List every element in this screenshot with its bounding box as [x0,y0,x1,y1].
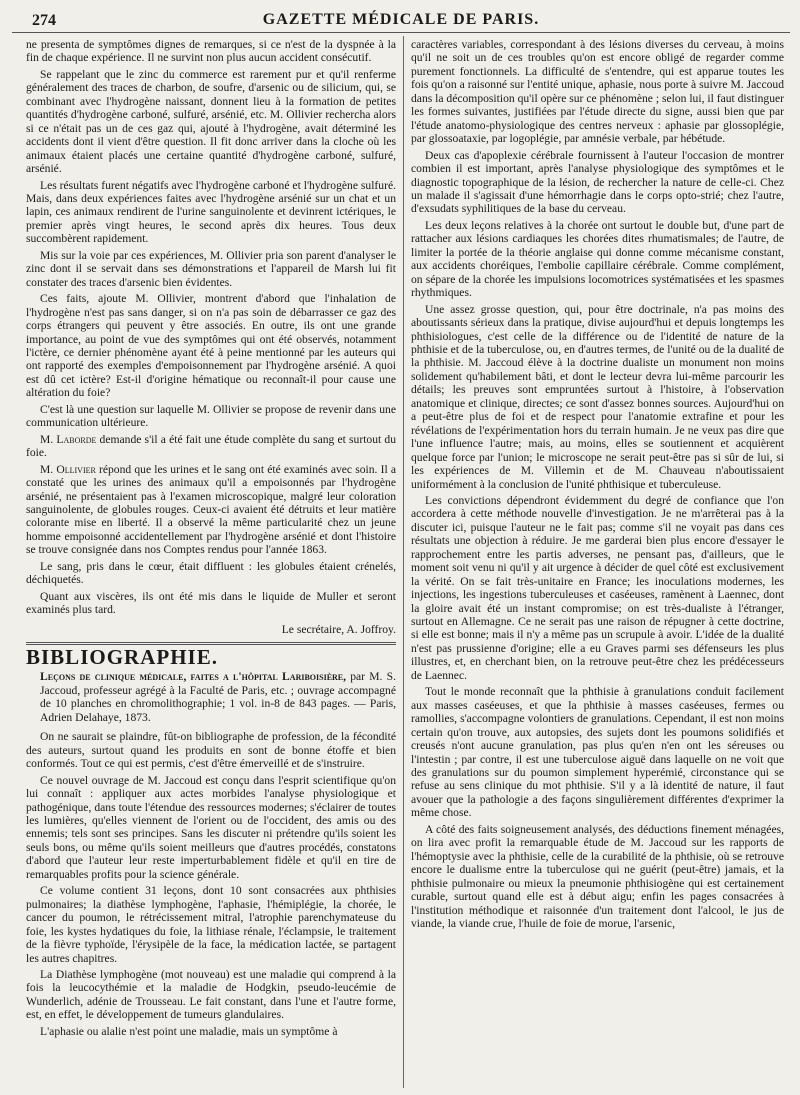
speaker-name: M. Laborde [40,432,97,446]
paragraph-text: demande s'il a été fait une étude complète du sang et surtout du foie. [26,432,396,460]
newspaper-page [12,8,790,1088]
page-number: 274 [32,12,56,29]
left-column [26,38,396,1041]
paragraph: Se rappelant que le zinc du commerce est rarement pur et qu'il renferme généralement des traces de charbon, de soufre, d'arsenic ou de silicium, qui, se combinant avec l'hydrogène naissant, donnent lieu à la formation de petites quantités d'hydrogène carboné, sulfuré, arsénié, etc. M. Ollivier rechercha alors si ce n'était pas un de ces gaz qui, ajouté à l'hydrogène, avait déterminé les accidents dont il vient d'être question. Il fit donc arriver dans la cloche où les animaux étaient placés une certaine quantité d'hydrogène carboné, sulfuré, arsénié. [26,67,396,176]
paragraph [26,433,396,460]
book-details: par M. S. Jaccoud, professeur agrégé à la Faculté de Paris, etc. ; ouvrage accompagné de 10 planches en chromolithographie; 1 vol. in-8 de 843 pages. — Paris, Adrien Delahaye, 1873. [40,670,396,724]
paragraph: Ce volume contient 31 leçons, dont 10 sont consacrées aux phthisies pulmonaires; la diathèse lymphogène, l'aphasie, l'hémiplégie, la chorée, le cancer du poumon, le rétrécissement mitral, l'atrophie parenchymateuse du foie, les kystes hydatiques du foie, la lithiase rénale, l'éclampsie, le traitement de la fièvre typhoïde, l'érysipèle de la face, la médication lactée, se partagent les autres chapitres. [26,884,396,965]
paragraph: Les résultats furent négatifs avec l'hydrogène carboné et l'hydrogène sulfuré. Mais, dans deux expériences faites avec l'hydrogène arsénié sur un chat et un lapin, ces animaux rendirent de l'urine sanguinolente et devinrent ictériques, le premier après vingt heures, le second après dix heures. Tous deux succombèrent rapidement. [26,178,396,246]
paragraph: Mis sur la voie par ces expériences, M. Ollivier pria son parent d'analyser le zinc dont il se servait dans ses démonstrations et l'appareil de Marsh lui fit constater des traces d'arsenic bien évidentes. [26,248,396,289]
paragraph: Tout le monde reconnaît que la phthisie à granulations conduit facilement aux masses caséeuses, et que la phthisie à masses caséeuses, fermes ou ramollies, s'accompagne volontiers de granulations. Cependant, il est non moins certain qu'on trouve, aux autopsies, des sujets dont les poumons solidifiés et creusés n'ont aucune granulation, pas plus qu'en n'en ont les séreuses ou l'intestin ; par contre, il est une tuberculose aiguë dans laquelle on ne voit que des granulations sur du poumon simplement hyperémié, circonstance qui se refuse au sens clinique du mot phthisie. S'il y a là identité de nature, il faut avouer que la pathologie a des façons singulièrement différentes d'exprimer la même chose. [411,685,784,820]
paragraph: Le sang, pris dans le cœur, était diffluent : les globules étaient crénelés, déchiquetés. [26,559,396,587]
column-divider [403,36,404,1088]
book-title: Leçons de clinique médicale, faites a l'hôpital Lariboisière, [40,670,347,684]
paragraph: La Diathèse lymphogène (mot nouveau) est une maladie qui comprend à la fois la leucocythémie et la maladie de Hodgkin, pseudo-leucémie de Wunderlich, adénie de Trousseau. Le fait constant, dans l'une et l'autre forme, est, en effet, le développement de tumeurs glandulaires. [26,968,396,1022]
paragraph: ne presenta de symptômes dignes de remarques, si ce n'est de la dyspnée à la fin de chaque expérience. Il ne survint non plus aucun accident consécutif. [26,38,396,65]
paragraph: Les deux leçons relatives à la chorée ont surtout le double but, d'une part de rattacher aux lésions cardiaques les chorées dites rhumatismales; de l'autre, de limiter la portée de la théorie anglaise qui donne comme mécanisme constant, aux accidents choréiques, l'embolie capillaire cérébrale. Comme complément, on sépare de la chorée les impulsions locomotrices systématisées et les spasmes rhythmiques. [411,218,784,300]
secretary-signature: Le secrétaire, A. Joffroy. [281,622,396,636]
paragraph: Ce nouvel ouvrage de M. Jaccoud est conçu dans l'esprit scientifique qu'on lui connaît : appliquer aux actes morbides l'analyse physiologique et pathogénique, dans toute l'étendue des ressources modernes; s'éclairer de toutes les lumières, qu'elles viennent de l'orient ou de l'occident, des amis ou des ennemis; tels sont ses principes. Sans les discuter ni prétendre qu'ils soient les seuls bons, ou même qu'ils soient meilleurs que d'autres procédés, constatons d'abord que l'auteur leur reste imperturbablement fidèle et qu'il en tire de remarquables profits pour la science générale. [26,773,396,881]
paragraph-text: répond que les urines et le sang ont été examinés avec soin. Il a constaté que les urines des animaux qu'il a empoisonnés par l'hydrogène arsénié, ne présentaient pas à l'examen microscopique, malgré leur coloration sanguinolente, de globules rouges. Ceux-ci avaient été détruits et leur matière colorante mise en liberté. Il a observé la même particularité chez un jeune homme empoisonné accidentellement par l'hydrogène arsénié et dont l'histoire se trouve consignée dans nos Comptes rendus pour l'année 1863. [26,462,396,557]
page-header [12,8,790,33]
speaker-name: M. Ollivier [40,462,96,476]
paragraph: Ces faits, ajoute M. Ollivier, montrent d'abord que l'inhalation de l'hydrogène n'est pas sans danger, si on n'a pas soin de débarrasser ce gaz des corps étrangers qui peuvent y être associés. En outre, ils ont une grande importance, au point de vue des symptômes qui ont été observés, notamment l'ictère, ce dernier phénomène ayant été à peine mentionné par les auteurs qui ont rapporté des exemples d'empoisonnement par l'hydrogène arsénié. A quoi est dû cet ictère? Est-il d'origine hématique ou reconnaît-il pour cause une altération du foie? [26,292,396,400]
paragraph [26,463,396,557]
paragraph: C'est là une question sur laquelle M. Ollivier se propose de revenir dans une communication ultérieure. [26,402,396,430]
section-title: BIBLIOGRAPHIE. [26,645,218,670]
paragraph: Quant aux viscères, ils ont été mis dans le liquide de Muller et seront examinés plus tard. [26,589,396,617]
paragraph: Une assez grosse question, qui, pour être doctrinale, n'a pas moins des aboutissants sérieux dans la pratique, divise aujourd'hui et depuis longtemps les phthisiologues, c'est celle de la différence ou de l'identité de nature de la phthisie et de la tuberculose, ou, en d'autres termes, de l'unité ou de la dualité de la phthisie. M. Jaccoud élève à la doctrine dualiste un monument non moins solidement qu'habilement bâti, et dont le lecteur devra lui-même parcourir les détails; les preuves sont empruntées surtout à l'histoire, à l'observation anatomique et clinique, directes; ce sont d'assez bonnes sources. Aujourd'hui on a peut-être plus de foi et de respect pour l'anatomie extrafine et pour les révélations de l'expérimentation hors du terrain humain. Je ne veux pas dire que l'une influence l'autre; mais, au moins, elles se soutiennent et acquièrent quelque force par l'union; le microscope ne serait peut-être pas si sûr de lui, si les expériences de M. Villemin et de M. Chauveau n'aboutissaient uniformément à la conclusion de l'unité phthisique et tuberculeuse. [411,302,784,491]
paragraph: Deux cas d'apoplexie cérébrale fournissent à l'auteur l'occasion de montrer combien il est important, après l'analyse physiologique des symptômes et le diagnostic topographique de la lésion, de rechercher la nature de celle-ci. Chez un malade il s'agissait d'une hémorrhagie dans le corps opto-strié; chez l'autre, d'exsudats syphilitiques de la base du cerveau. [411,148,784,216]
right-column [411,38,784,933]
paragraph: On ne saurait se plaindre, fût-on bibliographe de profession, de la fécondité des auteurs, surtout quand les produits en sont de bonne étoffe et bien conformés. Tout ce qui est permis, c'est d'être émerveillé et de s'instruire. [26,730,396,771]
paragraph: L'aphasie ou alalie n'est point une maladie, mais un symptôme à [40,1024,338,1038]
book-citation [26,670,396,724]
paragraph: A côté des faits soigneusement analysés, des déductions finement ménagées, on lira avec profit la remarquable étude de M. Jaccoud sur les rapports de l'hémoptysie avec la phthisie, celle de la curabilité de la phthisie, où se retrouve encore le dualisme entre la tuberculose qui ne guérit (peut-être) jamais, et la phthisie pulmonaire ou mieux la pneumonie phthisiogène qui est certainement curable, surtout quand elle est à début aigu; enfin les pages consacrées à l'institution méthodique et raisonnée d'un traitement dont l'alcool, le jus de viande, la viande crue, l'huile de foie de morue, l'arsenic, [411,822,784,930]
paragraph: Les convictions dépendront évidemment du degré de confiance que l'on accordera à cette méthode nouvelle d'investigation. Je ne m'arrêterai pas à la discuter ici, puisque l'auteur ne le fait pas; comme s'il ne voyait pas dans ces résultats une objection à réduire. Je me garderai bien plus encore d'essayer le rapprochement entre les partis adverses, ne pensant pas, d'ailleurs, que le moment soit venu ni qu'il y ait urgence à décider de quel côté est exclusivement la vérité. On se fait très-unitaire en France; les inoculations modernes, les injections, les ingestions tuberculeuses et caséeuses, ramènent à Laennec, dont la gloire avait été un instant compromise; on est très-dualiste à l'étranger, surtout en Allemagne. Ce ne serait pas une raison de répugner à cette doctrine, si elle est bonne; mais il n'y a même pas un scrupule à avoir. L'idée de la dualité n'est pas prussienne d'origine; elle a eu Graves parmi ses défenseurs les plus illustres, et, en cherchant bien, on la retrouve peut-être chez les prédécesseurs de Laennec. [411,493,784,682]
journal-title: GAZETTE MÉDICALE DE PARIS. [262,11,540,28]
paragraph: caractères variables, correspondant à des lésions diverses du cerveau, à moins qu'il ne soit un de ces troubles qu'on est encore obligé de regarder comme purement fonctionnels. La difficulté de s'entendre, qui est apparue toutes les fois qu'on a raisonné sur l'entité unique, aphasie, nous porte à suivre M. Jaccoud dans la décomposition qu'il opère sur ce phénomène ; selon lui, il faut distinguer les formes suivantes, justifiées par l'étude directe du signe, aussi bien que par l'étude anatomo-physiologique des centres nerveux : aphasie par glossoplégie, par glossoataxie, par logoplégie, par amnésie verbale, par hébétude. [411,38,785,146]
